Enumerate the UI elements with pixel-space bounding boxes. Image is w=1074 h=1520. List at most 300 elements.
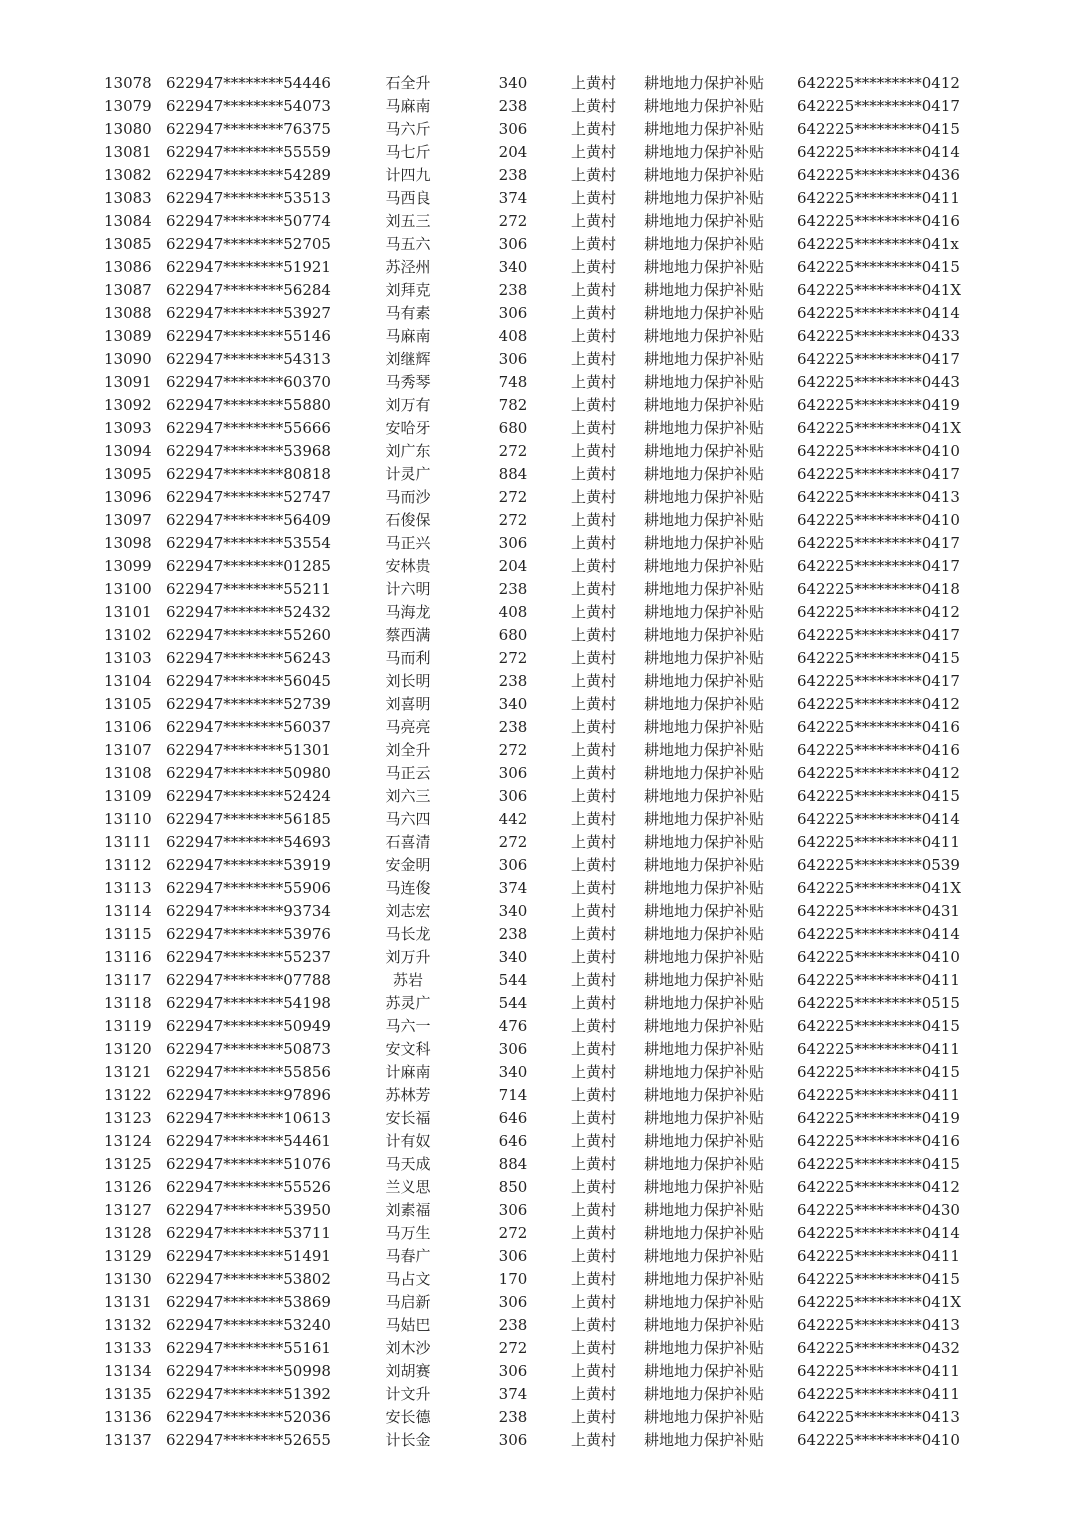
village-name: 上黄村 [571,1017,617,1035]
id-number: 642225*********0436 [797,166,960,184]
table-row [0,1084,1074,1107]
person-name: 马天成 [385,1155,431,1173]
subsidy-amount: 340 [498,695,528,713]
row-number: 13081 [104,143,152,161]
person-name: 安长福 [385,1109,431,1127]
id-number: 642225*********0433 [797,327,960,345]
subsidy-type: 耕地地力保护补贴 [644,189,765,207]
subsidy-type: 耕地地力保护补贴 [644,580,765,598]
person-name: 兰义思 [385,1178,431,1196]
village-name: 上黄村 [571,143,617,161]
row-number: 13122 [104,1086,152,1104]
id-number: 642225*********0411 [797,1385,960,1403]
village-name: 上黄村 [571,350,617,368]
subsidy-amount: 306 [498,1040,528,1058]
account-number: 622947********80818 [166,465,331,483]
village-name: 上黄村 [571,534,617,552]
village-name: 上黄村 [571,695,617,713]
subsidy-type: 耕地地力保护补贴 [644,1362,765,1380]
subsidy-amount: 272 [498,442,528,460]
account-number: 622947********51491 [166,1247,331,1265]
village-name: 上黄村 [571,580,617,598]
subsidy-type: 耕地地力保护补贴 [644,1132,765,1150]
row-number: 13127 [104,1201,152,1219]
row-number: 13111 [104,833,152,851]
row-number: 13088 [104,304,152,322]
subsidy-amount: 272 [498,1339,528,1357]
subsidy-amount: 374 [498,189,528,207]
person-name: 马西良 [385,189,431,207]
account-number: 622947********54313 [166,350,331,368]
subsidy-amount: 646 [498,1109,528,1127]
row-number: 13080 [104,120,152,138]
table-row [0,1291,1074,1314]
table-row [0,1337,1074,1360]
village-name: 上黄村 [571,120,617,138]
account-number: 622947********53802 [166,1270,331,1288]
row-number: 13078 [104,74,152,92]
id-number: 642225*********0418 [797,580,960,598]
person-name: 马姑巴 [385,1316,431,1334]
subsidy-type: 耕地地力保护补贴 [644,879,765,897]
village-name: 上黄村 [571,396,617,414]
subsidy-amount: 306 [498,1247,528,1265]
account-number: 622947********53240 [166,1316,331,1334]
id-number: 642225*********0415 [797,649,960,667]
subsidy-type: 耕地地力保护补贴 [644,1201,765,1219]
subsidy-amount: 306 [498,120,528,138]
person-name: 刘志宏 [385,902,431,920]
account-number: 622947********50873 [166,1040,331,1058]
row-number: 13082 [104,166,152,184]
subsidy-type: 耕地地力保护补贴 [644,419,765,437]
subsidy-type: 耕地地力保护补贴 [644,212,765,230]
account-number: 622947********56284 [166,281,331,299]
subsidy-type: 耕地地力保护补贴 [644,1224,765,1242]
account-number: 622947********55161 [166,1339,331,1357]
row-number: 13115 [104,925,152,943]
table-row [0,1222,1074,1245]
row-number: 13110 [104,810,152,828]
subsidy-type: 耕地地力保护补贴 [644,856,765,874]
subsidy-type: 耕地地力保护补贴 [644,1109,765,1127]
subsidy-amount: 544 [498,994,528,1012]
row-number: 13106 [104,718,152,736]
account-number: 622947********51921 [166,258,331,276]
village-name: 上黄村 [571,1316,617,1334]
id-number: 642225*********0415 [797,1270,960,1288]
village-name: 上黄村 [571,718,617,736]
id-number: 642225*********0515 [797,994,960,1012]
subsidy-type: 耕地地力保护补贴 [644,304,765,322]
id-number: 642225*********0415 [797,787,960,805]
id-number: 642225*********0419 [797,1109,960,1127]
subsidy-type: 耕地地力保护补贴 [644,143,765,161]
account-number: 622947********50980 [166,764,331,782]
table-row [0,785,1074,808]
row-number: 13087 [104,281,152,299]
table-row [0,1015,1074,1038]
person-name: 刘万升 [385,948,431,966]
village-name: 上黄村 [571,833,617,851]
subsidy-type: 耕地地力保护补贴 [644,350,765,368]
account-number: 622947********55856 [166,1063,331,1081]
subsidy-type: 耕地地力保护补贴 [644,1178,765,1196]
account-number: 622947********55526 [166,1178,331,1196]
subsidy-type: 耕地地力保护补贴 [644,902,765,920]
village-name: 上黄村 [571,465,617,483]
id-number: 642225*********0414 [797,304,960,322]
person-name: 马五六 [385,235,431,253]
village-name: 上黄村 [571,488,617,506]
row-number: 13108 [104,764,152,782]
village-name: 上黄村 [571,281,617,299]
person-name: 安文科 [385,1040,431,1058]
id-number: 642225*********0416 [797,718,960,736]
table-row [0,1268,1074,1291]
row-number: 13091 [104,373,152,391]
table-row [0,72,1074,95]
subsidy-type: 耕地地力保护补贴 [644,810,765,828]
subsidy-type: 耕地地力保护补贴 [644,925,765,943]
table-row [0,946,1074,969]
person-name: 马启新 [385,1293,431,1311]
account-number: 622947********53968 [166,442,331,460]
subsidy-amount: 272 [498,488,528,506]
id-number: 642225*********0417 [797,672,960,690]
id-number: 642225*********0416 [797,1132,960,1150]
village-name: 上黄村 [571,1109,617,1127]
village-name: 上黄村 [571,1408,617,1426]
table-row [0,1061,1074,1084]
row-number: 13103 [104,649,152,667]
subsidy-amount: 306 [498,235,528,253]
person-name: 马连俊 [385,879,431,897]
village-name: 上黄村 [571,304,617,322]
village-name: 上黄村 [571,373,617,391]
account-number: 622947********52655 [166,1431,331,1449]
village-name: 上黄村 [571,1431,617,1449]
account-number: 622947********55146 [166,327,331,345]
account-number: 622947********53976 [166,925,331,943]
subsidy-amount: 306 [498,304,528,322]
person-name: 马占文 [385,1270,431,1288]
table-row [0,187,1074,210]
subsidy-amount: 646 [498,1132,528,1150]
id-number: 642225*********0415 [797,120,960,138]
account-number: 622947********54198 [166,994,331,1012]
person-name: 安林贵 [385,557,431,575]
village-name: 上黄村 [571,971,617,989]
id-number: 642225*********0412 [797,74,960,92]
row-number: 13128 [104,1224,152,1242]
person-name: 马秀琴 [385,373,431,391]
village-name: 上黄村 [571,511,617,529]
subsidy-amount: 306 [498,1201,528,1219]
row-number: 13101 [104,603,152,621]
subsidy-type: 耕地地力保护补贴 [644,741,765,759]
table-row [0,624,1074,647]
person-name: 蔡西满 [385,626,431,644]
village-name: 上黄村 [571,994,617,1012]
table-row [0,440,1074,463]
subsidy-type: 耕地地力保护补贴 [644,1316,765,1334]
row-number: 13112 [104,856,152,874]
id-number: 642225*********0410 [797,948,960,966]
id-number: 642225*********0417 [797,350,960,368]
id-number: 642225*********041X [797,419,962,437]
subsidy-amount: 408 [498,327,528,345]
account-number: 622947********52036 [166,1408,331,1426]
row-number: 13114 [104,902,152,920]
person-name: 安哈牙 [385,419,431,437]
account-number: 622947********55906 [166,879,331,897]
table-row [0,532,1074,555]
village-name: 上黄村 [571,1385,617,1403]
person-name: 计长金 [385,1431,431,1449]
subsidy-amount: 306 [498,764,528,782]
person-name: 石俊保 [385,511,431,529]
table-row [0,302,1074,325]
village-name: 上黄村 [571,1132,617,1150]
subsidy-amount: 680 [498,419,528,437]
table-row [0,877,1074,900]
subsidy-type: 耕地地力保护补贴 [644,833,765,851]
table-row [0,463,1074,486]
person-name: 苏林芳 [385,1086,431,1104]
id-number: 642225*********0415 [797,1017,960,1035]
account-number: 622947********52432 [166,603,331,621]
id-number: 642225*********0432 [797,1339,960,1357]
account-number: 622947********56409 [166,511,331,529]
village-name: 上黄村 [571,1270,617,1288]
account-number: 622947********60370 [166,373,331,391]
account-number: 622947********10613 [166,1109,331,1127]
subsidy-amount: 238 [498,580,528,598]
person-name: 马万生 [385,1224,431,1242]
account-number: 622947********55559 [166,143,331,161]
subsidy-type: 耕地地力保护补贴 [644,120,765,138]
row-number: 13118 [104,994,152,1012]
subsidy-amount: 544 [498,971,528,989]
id-number: 642225*********0443 [797,373,960,391]
person-name: 马有素 [385,304,431,322]
account-number: 622947********53513 [166,189,331,207]
row-number: 13094 [104,442,152,460]
id-number: 642225*********0412 [797,1178,960,1196]
id-number: 642225*********0416 [797,212,960,230]
subsidy-type: 耕地地力保护补贴 [644,626,765,644]
person-name: 刘广东 [385,442,431,460]
account-number: 622947********97896 [166,1086,331,1104]
person-name: 刘素福 [385,1201,431,1219]
subsidy-amount: 340 [498,902,528,920]
subsidy-type: 耕地地力保护补贴 [644,1063,765,1081]
row-number: 13136 [104,1408,152,1426]
row-number: 13113 [104,879,152,897]
table-row [0,739,1074,762]
row-number: 13120 [104,1040,152,1058]
subsidy-amount: 238 [498,166,528,184]
village-name: 上黄村 [571,948,617,966]
account-number: 622947********50949 [166,1017,331,1035]
subsidy-amount: 272 [498,649,528,667]
id-number: 642225*********0413 [797,1316,960,1334]
id-number: 642225*********041X [797,1293,962,1311]
person-name: 刘拜克 [385,281,431,299]
person-name: 马六四 [385,810,431,828]
table-row [0,969,1074,992]
row-number: 13093 [104,419,152,437]
table-row [0,118,1074,141]
subsidy-type: 耕地地力保护补贴 [644,511,765,529]
subsidy-type: 耕地地力保护补贴 [644,396,765,414]
subsidy-amount: 306 [498,350,528,368]
table-row [0,371,1074,394]
subsidy-type: 耕地地力保护补贴 [644,603,765,621]
account-number: 622947********76375 [166,120,331,138]
row-number: 13099 [104,557,152,575]
person-name: 马正兴 [385,534,431,552]
account-number: 622947********51301 [166,741,331,759]
village-name: 上黄村 [571,1040,617,1058]
table-row [0,647,1074,670]
table-row [0,1429,1074,1452]
row-number: 13134 [104,1362,152,1380]
table-row [0,1038,1074,1061]
subsidy-type: 耕地地力保护补贴 [644,948,765,966]
village-name: 上黄村 [571,626,617,644]
subsidy-amount: 850 [498,1178,528,1196]
account-number: 622947********01285 [166,557,331,575]
account-number: 622947********50998 [166,1362,331,1380]
table-row [0,762,1074,785]
person-name: 刘继辉 [385,350,431,368]
subsidy-amount: 306 [498,1362,528,1380]
subsidy-type: 耕地地力保护补贴 [644,1017,765,1035]
subsidy-type: 耕地地力保护补贴 [644,235,765,253]
row-number: 13105 [104,695,152,713]
account-number: 622947********55211 [166,580,331,598]
id-number: 642225*********0414 [797,143,960,161]
row-number: 13133 [104,1339,152,1357]
person-name: 安金明 [385,856,431,874]
subsidy-amount: 884 [498,1155,528,1173]
subsidy-type: 耕地地力保护补贴 [644,971,765,989]
village-name: 上黄村 [571,1362,617,1380]
person-name: 苏岩 [392,971,423,989]
table-row [0,325,1074,348]
table-row [0,1176,1074,1199]
subsidy-type: 耕地地力保护补贴 [644,1408,765,1426]
subsidy-amount: 204 [498,557,528,575]
subsidy-amount: 782 [498,396,528,414]
subsidy-type: 耕地地力保护补贴 [644,166,765,184]
subsidy-amount: 476 [498,1017,528,1035]
table-row [0,716,1074,739]
village-name: 上黄村 [571,649,617,667]
table-row [0,1406,1074,1429]
village-name: 上黄村 [571,879,617,897]
village-name: 上黄村 [571,189,617,207]
village-name: 上黄村 [571,212,617,230]
village-name: 上黄村 [571,1086,617,1104]
person-name: 马而利 [385,649,431,667]
subsidy-amount: 170 [498,1270,528,1288]
person-name: 马正云 [385,764,431,782]
village-name: 上黄村 [571,810,617,828]
id-number: 642225*********0412 [797,695,960,713]
row-number: 13096 [104,488,152,506]
subsidy-amount: 306 [498,534,528,552]
account-number: 622947********53919 [166,856,331,874]
row-number: 13121 [104,1063,152,1081]
id-number: 642225*********0412 [797,764,960,782]
account-number: 622947********93734 [166,902,331,920]
subsidy-type: 耕地地力保护补贴 [644,1385,765,1403]
row-number: 13084 [104,212,152,230]
id-number: 642225*********0411 [797,1086,960,1104]
row-number: 13090 [104,350,152,368]
table-row [0,486,1074,509]
table-row [0,992,1074,1015]
subsidy-amount: 238 [498,281,528,299]
subsidy-amount: 306 [498,1431,528,1449]
id-number: 642225*********0430 [797,1201,960,1219]
account-number: 622947********53950 [166,1201,331,1219]
subsidy-amount: 374 [498,879,528,897]
account-number: 622947********56045 [166,672,331,690]
account-number: 622947********53554 [166,534,331,552]
village-name: 上黄村 [571,603,617,621]
subsidy-type: 耕地地力保护补贴 [644,994,765,1012]
subsidy-type: 耕地地力保护补贴 [644,1339,765,1357]
village-name: 上黄村 [571,856,617,874]
person-name: 刘木沙 [385,1339,431,1357]
subsidy-amount: 238 [498,97,528,115]
subsidy-amount: 306 [498,856,528,874]
account-number: 622947********52705 [166,235,331,253]
row-number: 13107 [104,741,152,759]
person-name: 马六斤 [385,120,431,138]
account-number: 622947********55880 [166,396,331,414]
subsidy-type: 耕地地力保护补贴 [644,787,765,805]
id-number: 642225*********0415 [797,258,960,276]
person-name: 刘全升 [385,741,431,759]
row-number: 13079 [104,97,152,115]
subsidy-amount: 272 [498,212,528,230]
table-row [0,233,1074,256]
subsidy-amount: 714 [498,1086,528,1104]
id-number: 642225*********0412 [797,603,960,621]
table-row [0,693,1074,716]
subsidy-amount: 340 [498,74,528,92]
subsidy-type: 耕地地力保护补贴 [644,1293,765,1311]
table-row [0,417,1074,440]
id-number: 642225*********0411 [797,1362,960,1380]
subsidy-type: 耕地地力保护补贴 [644,1086,765,1104]
person-name: 刘长明 [385,672,431,690]
account-number: 622947********55666 [166,419,331,437]
row-number: 13117 [104,971,152,989]
subsidy-amount: 238 [498,718,528,736]
table-row [0,555,1074,578]
person-name: 石喜清 [385,833,431,851]
account-number: 622947********56185 [166,810,331,828]
table-row [0,1199,1074,1222]
account-number: 622947********52739 [166,695,331,713]
subsidy-type: 耕地地力保护补贴 [644,1247,765,1265]
